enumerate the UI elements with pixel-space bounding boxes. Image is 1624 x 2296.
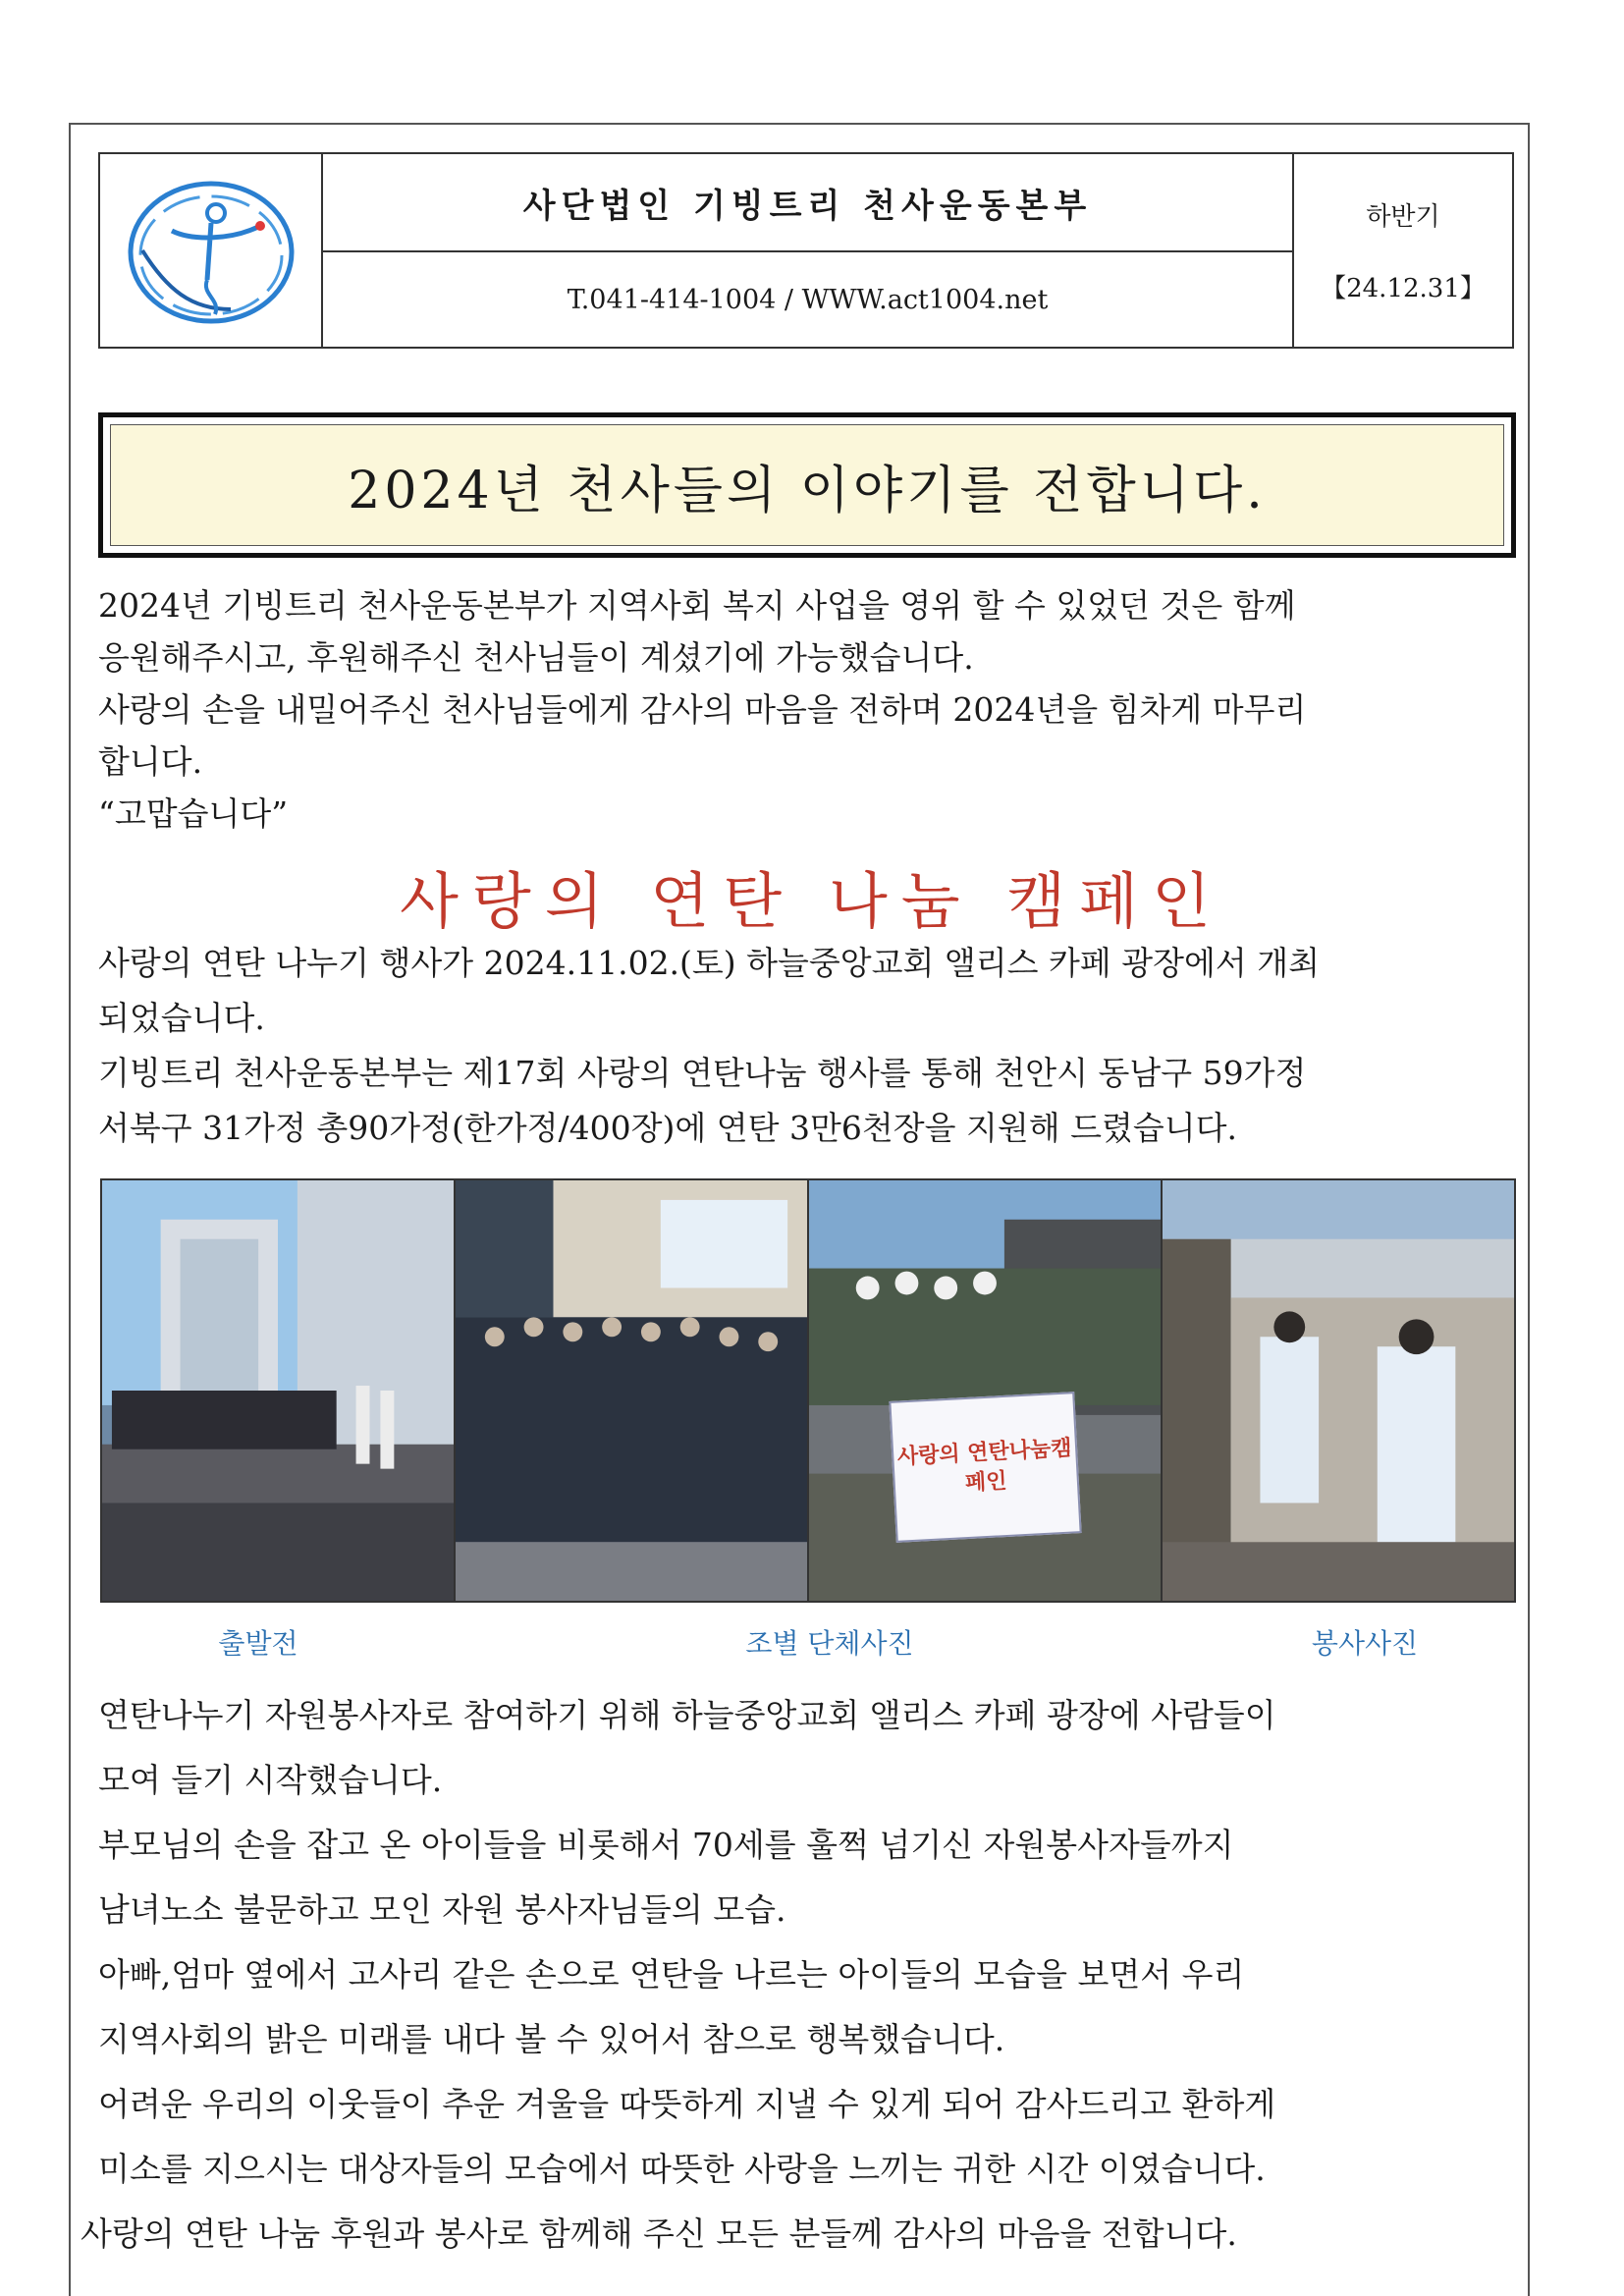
caption-group-photo: 조별 단체사진 xyxy=(745,1627,914,1660)
photo-banner-group xyxy=(809,1180,1163,1601)
photo-before-departure xyxy=(102,1180,456,1601)
organization-name: 사단법인 기빙트리 천사운동본부 xyxy=(323,154,1292,252)
photo-strip xyxy=(100,1178,1516,1603)
intro-line: “고맙습니다” xyxy=(98,794,289,833)
story-line: 모여 들기 시작했습니다. xyxy=(98,1761,443,1799)
caption-volunteering: 봉사사진 xyxy=(1311,1627,1419,1660)
story-line: 지역사회의 밝은 미래를 내다 볼 수 있어서 참으로 행복했습니다. xyxy=(98,2020,1005,2058)
title-banner xyxy=(98,412,1516,558)
story-line: 남녀노소 불문하고 모인 자원 봉사자님들의 모습. xyxy=(98,1890,786,1929)
logo-icon xyxy=(113,162,309,339)
page-title: 2024년 천사들의 이야기를 전합니다. xyxy=(110,424,1504,546)
intro-line: 2024년 기빙트리 천사운동본부가 지역사회 복지 사업을 영위 할 수 있었던 것은 함께 xyxy=(98,586,1296,625)
org-logo xyxy=(100,154,323,347)
campaign-line: 서북구 31가정 총90가정(한가정/400장)에 연탄 3만6천장을 지원해 드렸습니다. xyxy=(98,1109,1237,1147)
intro-line: 응원해주시고, 후원해주신 천사님들이 계셨기에 가능했습니다. xyxy=(98,638,974,677)
campaign-line: 되었습니다. xyxy=(98,999,265,1037)
campaign-line: 사랑의 연탄 나누기 행사가 2024.11.02.(토) 하늘중앙교회 앨리스 카페 광장에서 개최 xyxy=(98,944,1321,982)
photo-group xyxy=(456,1180,809,1601)
story-line: 미소를 지으시는 대상자들의 모습에서 따뜻한 사랑을 느끼는 귀한 시간 이였습니다. xyxy=(98,2150,1266,2188)
period-label: 하반기 xyxy=(1366,202,1440,232)
intro-line: 사랑의 손을 내밀어주신 천사님들에게 감사의 마음을 전하며 2024년을 힘차게 마무리 xyxy=(98,690,1307,729)
caption-before-departure: 출발전 xyxy=(218,1627,298,1660)
story-line: 사랑의 연탄 나눔 후원과 봉사로 함께해 주신 모든 분들께 감사의 마음을 전합니다. xyxy=(81,2214,1237,2253)
story-line: 아빠,엄마 옆에서 고사리 같은 손으로 연탄을 나르는 아이들의 모습을 보면서 우리 xyxy=(98,1955,1245,1994)
photo-volunteering xyxy=(1163,1180,1514,1601)
letterhead xyxy=(98,152,1514,349)
story-line: 연탄나누기 자원봉사자로 참여하기 위해 하늘중앙교회 앨리스 카페 광장에 사람들이 xyxy=(98,1696,1276,1734)
intro-line: 합니다. xyxy=(98,742,203,781)
story-line: 부모님의 손을 잡고 온 아이들을 비롯해서 70세를 훌쩍 넘기신 자원봉사자들까지 xyxy=(98,1826,1234,1864)
campaign-line: 기빙트리 천사운동본부는 제17회 사랑의 연탄나눔 행사를 통해 천안시 동남구 59가정 xyxy=(98,1054,1307,1092)
campaign-banner-in-photo: 사랑의 연탄나눔캠페인 xyxy=(889,1392,1081,1543)
contact-info: T.041-414-1004 / WWW.act1004.net xyxy=(567,284,1049,315)
story-line: 어려운 우리의 이웃들이 추운 겨울을 따뜻하게 지낼 수 있게 되어 감사드리고 환하게 xyxy=(98,2085,1276,2123)
issue-date: 【24.12.31】 xyxy=(1321,274,1486,303)
campaign-title: 사랑의 연탄 나눔 캠페인 xyxy=(399,865,1225,937)
